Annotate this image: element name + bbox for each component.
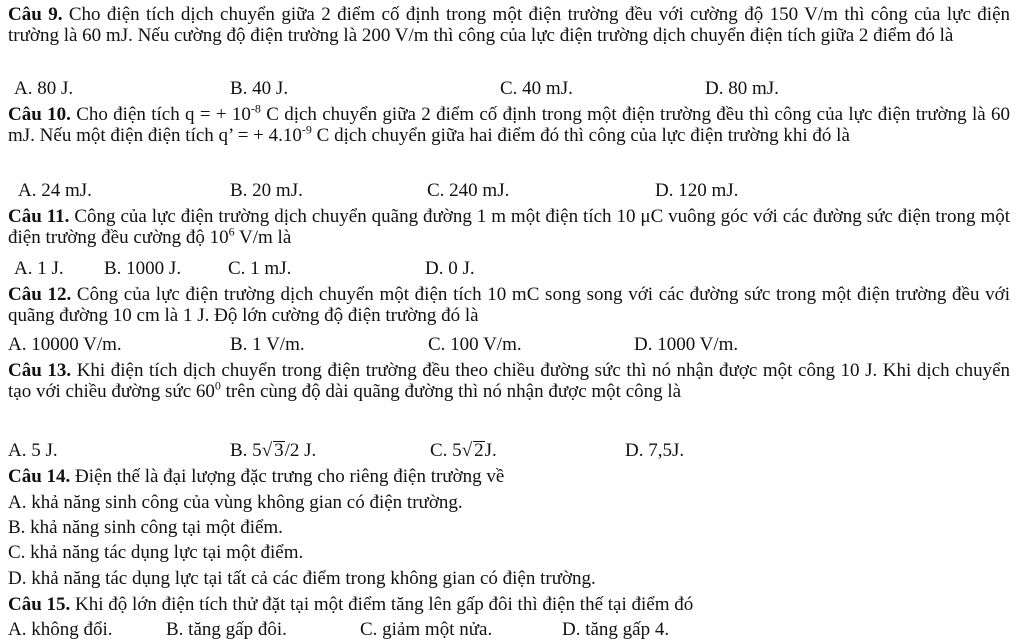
question-text-part-1: Công của lực điện trường dịch chuyển quãng đường 1 m một điện tích 10 μC vuông góc với các đường sức điện trong một điện trường đều cường độ 10: [8, 206, 1010, 248]
question-10-options: [8, 180, 1010, 201]
exponent: 0: [214, 378, 221, 393]
option-b[interactable]: B. 20 mJ.: [230, 180, 303, 201]
option-a[interactable]: A. 24 mJ.: [18, 180, 92, 201]
option-c[interactable]: C. giảm một nửa.: [360, 619, 493, 640]
option-a[interactable]: A. 1 J.: [14, 258, 64, 279]
option-b[interactable]: B. 40 J.: [230, 78, 289, 99]
exponent: -8: [250, 101, 261, 116]
option-b[interactable]: B. tăng gấp đôi.: [166, 619, 287, 640]
question-11-options: [8, 258, 1010, 279]
option-c[interactable]: C. 40 mJ.: [500, 78, 573, 99]
option-d[interactable]: D. 120 mJ.: [655, 180, 739, 201]
option-c[interactable]: C. khả năng tác dụng lực tại một điểm.: [8, 542, 304, 563]
question-12-options: [8, 334, 1010, 355]
question-number: Câu 11.: [8, 206, 70, 227]
option-a[interactable]: A. không đổi.: [8, 619, 113, 640]
question-number: Câu 10.: [8, 104, 71, 125]
sqrt-symbol-icon: √: [261, 440, 273, 461]
question-11-stem: [8, 206, 1010, 248]
question-15-stem: [8, 594, 1010, 615]
question-9-options: [8, 78, 1010, 99]
option-c[interactable]: C. 240 mJ.: [427, 180, 510, 201]
option-b[interactable]: B. 1 V/m.: [230, 334, 305, 355]
question-text-part-2: V/m là: [234, 227, 292, 248]
option-d[interactable]: D. 80 mJ.: [705, 78, 779, 99]
question-12-stem: [8, 284, 1010, 326]
option-c-suffix: J.: [484, 440, 497, 461]
question-text-part-1: Khi điện tích dịch chuyển trong điện trường đều theo chiều đường sức thì nó nhận được một công 10 J. Khi dịch chuyển tạo với chiều đường sức 60: [8, 360, 1011, 402]
question-text-part-2: C dịch chuyển giữa 2 điểm cố định trong một điện trường đều thì công của lực điện trường là 60 mJ. Nếu một điện điện tích q’ = + 4.10: [8, 104, 1011, 146]
option-a[interactable]: A. 80 J.: [14, 78, 74, 99]
option-b-suffix: /2 J.: [284, 440, 317, 461]
radicand: 3: [274, 440, 284, 461]
option-c[interactable]: C. 1 mJ.: [228, 258, 292, 279]
option-a[interactable]: A. 10000 V/m.: [8, 334, 122, 355]
question-text-part-1: Cho điện tích q = + 10: [76, 104, 251, 125]
question-text: Cho điện tích dịch chuyển giữa 2 điểm cố định trong một điện trường đều với cường độ 150 V/m thì công của lực điện trường là 60 mJ. Nếu cường độ điện trường là 200 V/m thì công của lực điện trường dịch chuyển điện tích giữa 2 điểm đó là: [8, 4, 1011, 46]
question-number: Câu 14.: [8, 466, 71, 487]
question-number: Câu 13.: [8, 360, 72, 381]
question-text: Điện thế là đại lượng đặc trưng cho riêng điện trường về: [75, 466, 505, 487]
option-d[interactable]: D. 0 J.: [425, 258, 475, 279]
option-c[interactable]: [430, 440, 497, 461]
exponent: 6: [228, 224, 235, 239]
option-a[interactable]: A. 5 J.: [8, 440, 58, 461]
question-9-stem: [8, 4, 1010, 46]
radicand: 2: [474, 440, 484, 461]
option-d[interactable]: D. 7,5J.: [625, 440, 685, 461]
question-text-part-2: trên cùng độ dài quãng đường thì nó nhận được một công là: [220, 381, 682, 402]
sqrt-symbol-icon: √: [461, 440, 473, 461]
exponent: -9: [301, 122, 312, 137]
question-13-options: [8, 440, 1010, 461]
question-13-stem: [8, 360, 1010, 402]
question-10-stem: [8, 101, 1011, 146]
option-d[interactable]: D. tăng gấp 4.: [562, 619, 670, 640]
option-b-prefix: B. 5: [230, 440, 262, 461]
question-text: Công của lực điện trường dịch chuyển một điện tích 10 mC song song với các đường sức trong một điện trường đều với quãng đường 10 cm là 1 J. Độ lớn cường độ điện trường đó là: [8, 284, 1010, 326]
question-number: Câu 9.: [8, 4, 63, 25]
question-text: Khi độ lớn điện tích thử đặt tại một điểm tăng lên gấp đôi thì điện thế tại điểm đó: [75, 594, 694, 615]
question-number: Câu 15.: [8, 594, 71, 615]
option-b[interactable]: B. khả năng sinh công tại một điểm.: [8, 517, 283, 538]
question-text-part-3: C dịch chuyển giữa hai điểm đó thì công của lực điện trường khi đó là: [311, 125, 850, 146]
option-c[interactable]: C. 100 V/m.: [428, 334, 522, 355]
option-b[interactable]: B. 1000 J.: [104, 258, 182, 279]
option-d[interactable]: D. 1000 V/m.: [634, 334, 739, 355]
option-b[interactable]: [230, 440, 316, 461]
question-15-options: [8, 619, 1010, 640]
question-14-stem: [8, 466, 1010, 487]
option-c-prefix: C. 5: [430, 440, 462, 461]
option-d[interactable]: D. khả năng tác dụng lực tại tất cả các điểm trong không gian có điện trường.: [8, 568, 596, 589]
question-number: Câu 12.: [8, 284, 72, 305]
option-a[interactable]: A. khả năng sinh công của vùng không gian có điện trường.: [8, 492, 463, 513]
